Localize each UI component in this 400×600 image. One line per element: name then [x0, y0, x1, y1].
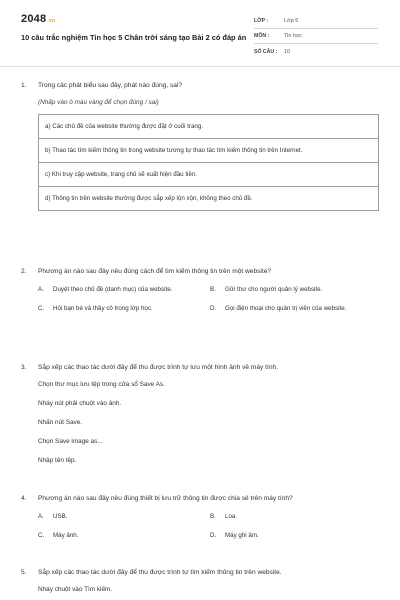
- question-3: [21, 363, 381, 475]
- answer-options: [38, 512, 368, 540]
- question-hint: (Nhấp vào ô màu vàng để chọn đúng / sai): [38, 99, 159, 106]
- question-text: Sắp xếp các thao tác dưới đây để thu được trình tự lưu một hình ảnh về máy tính.: [38, 364, 278, 371]
- option-letter: B.: [210, 513, 216, 520]
- meta-key: LỚP :: [254, 18, 269, 24]
- document-title: 10 câu trắc nghiệm Tin học 5 Chân trời sáng tạo Bài 2 có đáp án: [21, 33, 247, 42]
- meta-row-subject: [254, 29, 378, 44]
- option-a[interactable]: [38, 512, 210, 521]
- question-heading: [21, 267, 381, 276]
- statement-row[interactable]: b) Thao tác tìm kiếm thông tin trong website tương tự thao tác tìm kiếm thông tin trên Internet.: [39, 139, 378, 163]
- step-list: [38, 585, 381, 600]
- question-text: Phương án nào sau đây nêu đúng cách để tìm kiếm thông tin trên một website?: [38, 268, 272, 275]
- option-letter: C.: [38, 532, 45, 539]
- question-heading: [21, 81, 381, 90]
- answer-options: [38, 285, 368, 313]
- meta-value: Tin học: [284, 33, 302, 39]
- option-b[interactable]: [210, 512, 368, 521]
- option-d[interactable]: [210, 304, 368, 313]
- question-4: [21, 494, 381, 540]
- question-text: Trong các phát biểu sau đây, phát nào đúng, sai?: [38, 82, 183, 89]
- meta-key: SỐ CÂU :: [254, 48, 278, 55]
- step-item[interactable]: Nhập tên tệp.: [38, 457, 77, 464]
- meta-value: Lớp 5: [284, 18, 299, 24]
- step-list: [38, 380, 381, 475]
- question-number: 5.: [21, 569, 27, 576]
- logo-text: 2048: [21, 13, 47, 25]
- option-text: Hỏi bạn bè và thầy cô trong lớp học.: [53, 305, 153, 312]
- option-b[interactable]: [210, 285, 368, 294]
- question-number: 1.: [21, 82, 27, 89]
- statement-row[interactable]: c) Khi truy cập website, trang chủ sẽ xuất hiện đầu tiên.: [39, 163, 378, 187]
- option-c[interactable]: [38, 531, 210, 540]
- question-5: [21, 568, 381, 600]
- question-number: 2.: [21, 268, 27, 275]
- option-letter: A.: [38, 286, 44, 293]
- question-number: 3.: [21, 364, 27, 371]
- step-item[interactable]: Chọn Save image as...: [38, 438, 103, 445]
- option-c[interactable]: [38, 304, 210, 313]
- option-letter: C.: [38, 305, 45, 312]
- statement-row[interactable]: d) Thông tin trên website thường được sắp xếp lộn xộn, không theo chủ đề.: [45, 195, 253, 202]
- step-item[interactable]: Chọn thư mục lưu tệp trong cửa sổ Save As.: [38, 381, 165, 388]
- option-a[interactable]: [38, 285, 210, 294]
- meta-key: MÔN :: [254, 33, 270, 39]
- header-divider: [0, 66, 400, 67]
- step-item[interactable]: Nháy nút phải chuột vào ảnh.: [38, 400, 122, 407]
- meta-row-count: [254, 44, 378, 59]
- meta-value: 10: [284, 48, 291, 55]
- question-2: [21, 267, 381, 313]
- option-text: Loa.: [225, 513, 238, 520]
- option-text: Máy ghi âm.: [225, 532, 259, 539]
- option-letter: A.: [38, 513, 44, 520]
- question-text: Phương án nào sau đây nêu đúng thiết bị lưu trữ thông tin được chia sẻ trên máy tính?: [38, 495, 293, 502]
- site-logo[interactable]: [21, 13, 55, 25]
- question-text: Sắp xếp các thao tác dưới đây để thu được trình tự tìm kiếm thông tin trên website.: [38, 569, 282, 576]
- option-letter: D.: [210, 305, 217, 312]
- option-text: USB.: [53, 513, 68, 520]
- header: [0, 0, 400, 66]
- option-text: Gọi điện thoại cho quản trị viên của website.: [225, 305, 347, 312]
- option-text: Duyệt theo chủ đề (danh mục) của website.: [53, 286, 173, 293]
- question-heading: [21, 363, 381, 372]
- question-heading: [21, 568, 381, 577]
- meta-table: [254, 14, 378, 59]
- option-text: Gửi thư cho người quản lý website.: [225, 286, 323, 293]
- option-text: Máy ảnh.: [53, 532, 79, 539]
- statement-row[interactable]: a) Các chủ đề của website thường được đặt ở cuối trang.: [39, 115, 378, 139]
- statement-table: [38, 114, 379, 211]
- question-heading: [21, 494, 381, 503]
- step-item[interactable]: Nháy chuột vào Tìm kiếm.: [38, 586, 113, 593]
- question-1: [21, 81, 381, 211]
- option-letter: B.: [210, 286, 216, 293]
- question-number: 4.: [21, 495, 27, 502]
- step-item[interactable]: Nhấn nút Save.: [38, 419, 83, 426]
- logo-suffix: .vn: [47, 18, 56, 24]
- option-d[interactable]: [210, 531, 368, 540]
- meta-row-class: [254, 14, 378, 29]
- option-letter: D.: [210, 532, 217, 539]
